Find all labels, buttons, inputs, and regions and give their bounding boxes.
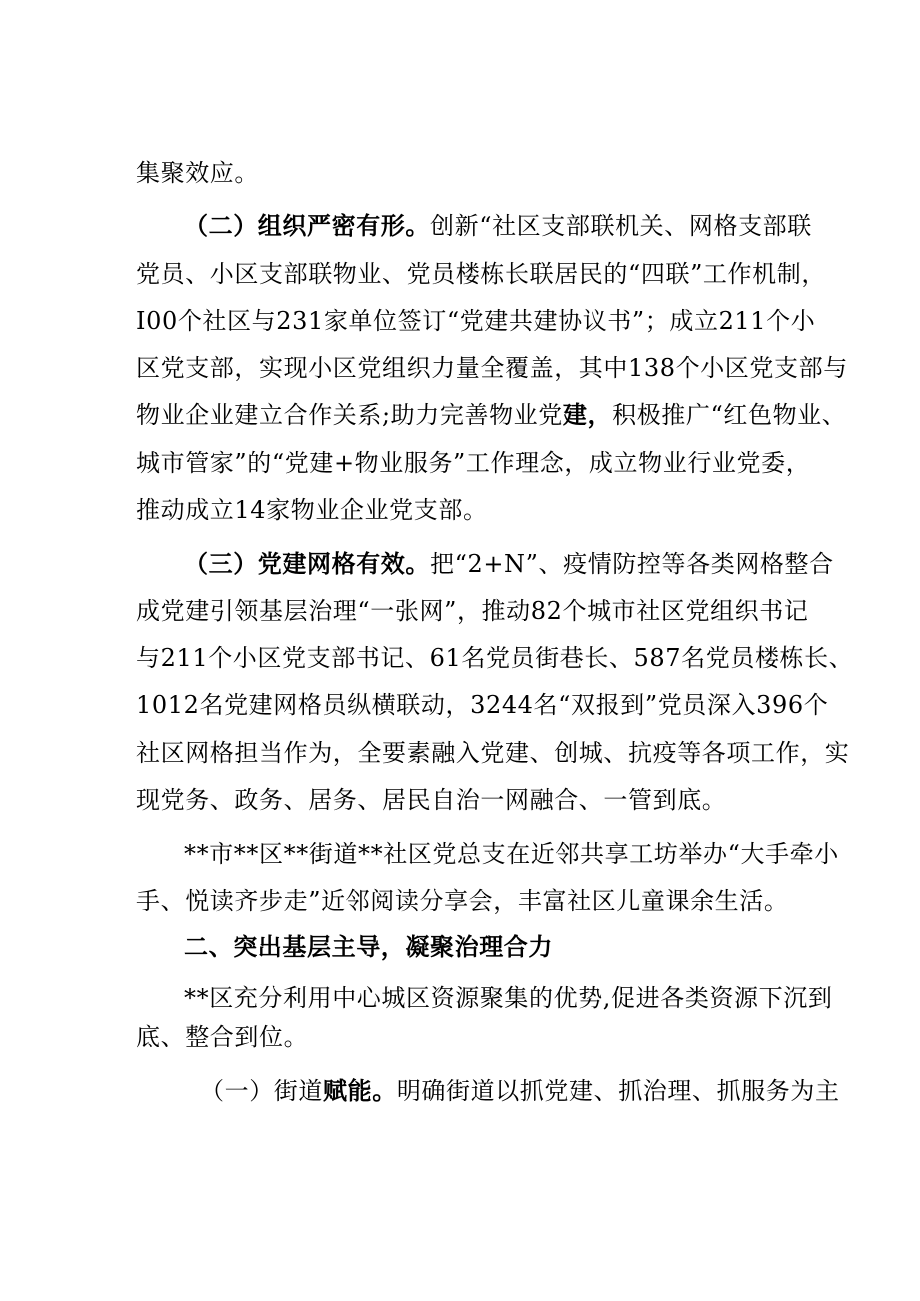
text: **区充分利用中心城区资源聚集的优势,促进各类资源下沉到 (184, 984, 833, 1012)
text: 成党建引领基层治理“一张网”，推动82个城市社区党组织书记 (136, 597, 809, 625)
text: 积极推广“红色物业、 (612, 401, 847, 429)
text: 党员、小区支部联物业、党员楼栋长联居民的“四联”工作机制， (136, 260, 826, 288)
chapter-heading (184, 924, 844, 970)
paragraph-line (136, 345, 848, 391)
paragraph-line (184, 541, 844, 587)
paragraph-line (136, 682, 829, 728)
paragraph-line (136, 251, 826, 297)
text: 1012名党建网格员纵横联动，3244名“双报到”党员深入396个 (136, 691, 829, 719)
bold-text: ， (587, 400, 613, 429)
section-heading: （三）党建网格有效。 (184, 549, 430, 578)
paragraph-line (136, 777, 796, 823)
paragraph-line (136, 392, 847, 438)
section-heading: （二）组织严密有形。 (184, 211, 430, 240)
text: 与211个小区党支部书记、61名党员街巷长、587名党员楼栋长、 (136, 644, 854, 672)
paragraph-line (136, 1014, 796, 1060)
text: 手、悦读齐步走”近邻阅读分享会，丰富社区儿童课余生活。 (136, 887, 789, 915)
paragraph-line (136, 635, 854, 681)
text: 底、整合到位。 (136, 1023, 309, 1051)
paragraph-line (184, 203, 844, 249)
text: 物业企业建立合作关系;助力完善物业党 (136, 401, 563, 429)
text: 城市管家”的“党建+物业服务”工作理念，成立物业行业党委， (136, 449, 811, 477)
text: 明确街道以抓党建、抓治理、抓服务为主 (396, 1077, 840, 1105)
heading-text: 二、突出基层主导，凝聚治理合力 (184, 932, 553, 961)
paragraph-line (136, 730, 850, 776)
text: 现党务、政务、居务、居民自治一网融合、一管到底。 (136, 786, 727, 814)
paragraph-line (136, 440, 811, 486)
text: 区党支部，实现小区党组织力量全覆盖，其中138个小区党支部与 (136, 354, 848, 382)
text: 创新“社区支部联机关、网格支部联 (430, 212, 812, 240)
text: （一）街道 (200, 1077, 323, 1105)
text: 推动成立14家物业企业党支部。 (136, 496, 488, 524)
text: 社区网格担当作为，全要素融入党建、创城、抗疫等各项工作，实 (136, 739, 850, 767)
paragraph-line (136, 150, 796, 196)
text: 把“2+N”、疫情防控等各类网格整合 (430, 550, 834, 578)
paragraph-line (136, 588, 809, 634)
paragraph-line (136, 878, 796, 924)
paragraph-line (200, 1068, 840, 1114)
text: 集聚效应。 (136, 159, 259, 187)
paragraph-line (184, 831, 844, 877)
paragraph-line (136, 298, 816, 344)
text: I00个社区与231家单位签订“党建共建协议书”；成立211个小 (136, 307, 816, 335)
paragraph-line (136, 487, 796, 533)
text: **市**区**街道**社区党总支在近邻共享工坊举办“大手牵小 (184, 840, 839, 868)
bold-text: 建 (562, 400, 588, 429)
bold-text: 赋能。 (323, 1076, 397, 1105)
